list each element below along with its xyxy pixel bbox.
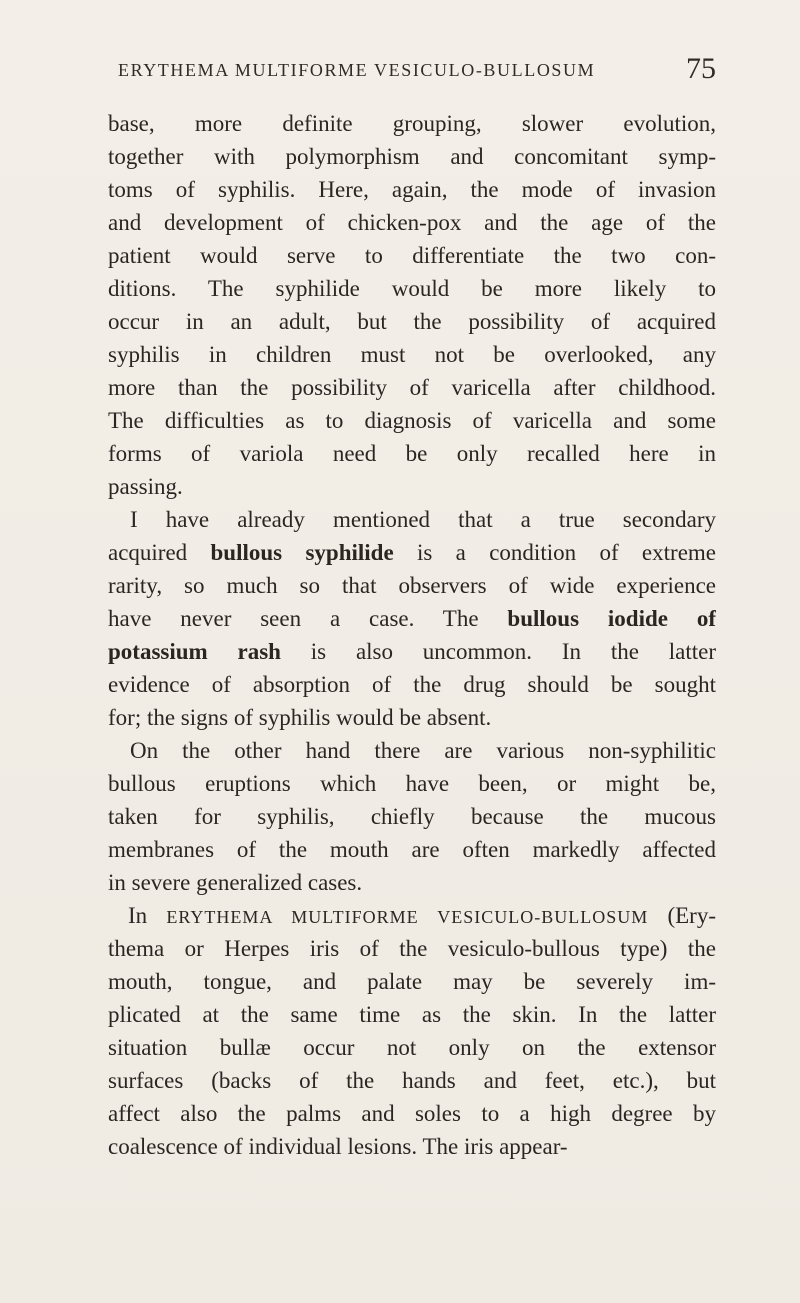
text-line: patient would serve to differentiate the two con-	[108, 243, 716, 268]
text-line	[108, 635, 716, 668]
text-line: forms of variola need be only recalled here in	[108, 441, 716, 466]
text-line: occur in an adult, but the possibility of acquired	[108, 309, 716, 334]
text-line: On the other hand there are various non-syphilitic	[130, 738, 716, 763]
text-line: surfaces (backs of the hands and feet, etc.), but	[108, 1068, 716, 1093]
text-run: (Ery-	[648, 903, 716, 928]
text-run: is also uncommon. In the latter	[280, 639, 716, 664]
text-line	[108, 536, 716, 569]
running-title: ERYTHEMA MULTIFORME VESICULO-BULLOSUM	[118, 60, 596, 80]
page-number: 75	[686, 52, 716, 85]
text-line: affect also the palms and soles to a high degree by	[108, 1101, 716, 1126]
text-line: thema or Herpes iris of the vesiculo-bullous type) the	[108, 936, 716, 961]
text-line: taken for syphilis, chiefly because the mucous	[108, 804, 716, 829]
text-line: I have already mentioned that a true secondary	[130, 507, 716, 532]
text-run: acquired	[108, 540, 211, 565]
text-line: bullous eruptions which have been, or might be,	[108, 771, 716, 796]
paragraph-4	[108, 899, 716, 1163]
text-run: is a condition of extreme	[393, 540, 716, 565]
paragraph-2	[108, 503, 716, 734]
text-line: and development of chicken-pox and the age of the	[108, 210, 716, 235]
text-line: membranes of the mouth are often markedly affected	[108, 837, 716, 862]
text-line: for; the signs of syphilis would be absent.	[108, 705, 492, 730]
text-line: together with polymorphism and concomitant symp-	[108, 144, 716, 169]
smallcaps-term: ERYTHEMA MULTIFORME VESICULO-BULLOSUM	[166, 907, 649, 927]
text-line: passing.	[108, 474, 183, 499]
text-line: more than the possibility of varicella after childhood.	[108, 375, 716, 400]
text-run: In	[128, 903, 167, 928]
text-line	[108, 602, 716, 635]
paragraph-3	[108, 734, 716, 899]
text-line: plicated at the same time as the skin. In the latter	[108, 1002, 716, 1027]
text-line: syphilis in children must not be overlooked, any	[108, 342, 716, 367]
text-line: The difficulties as to diagnosis of varicella and some	[108, 408, 716, 433]
text-line	[108, 899, 716, 932]
bold-term-potassium-rash: potassium rash	[108, 639, 281, 664]
text-line: coalescence of individual lesions. The iris appear-	[108, 1134, 568, 1159]
text-line: base, more definite grouping, slower evolution,	[108, 111, 716, 136]
text-line: toms of syphilis. Here, again, the mode of invasion	[108, 177, 716, 202]
text-line: in severe generalized cases.	[108, 870, 363, 895]
text-line: situation bullæ occur not only on the extensor	[108, 1035, 716, 1060]
paragraph-1	[108, 107, 716, 503]
text-run: have never seen a case. The	[108, 606, 508, 631]
running-head	[88, 52, 716, 92]
text-line: mouth, tongue, and palate may be severely im-	[108, 969, 716, 994]
bold-term-bullous-syphilide: bullous syphilide	[210, 540, 394, 565]
text-line: ditions. The syphilide would be more likely to	[108, 276, 716, 301]
bold-term-bullous-iodide: bullous iodide of	[507, 606, 716, 631]
text-line: evidence of absorption of the drug should be sought	[108, 672, 716, 697]
text-line: rarity, so much so that observers of wide experience	[108, 573, 716, 598]
body-text	[108, 107, 716, 1163]
